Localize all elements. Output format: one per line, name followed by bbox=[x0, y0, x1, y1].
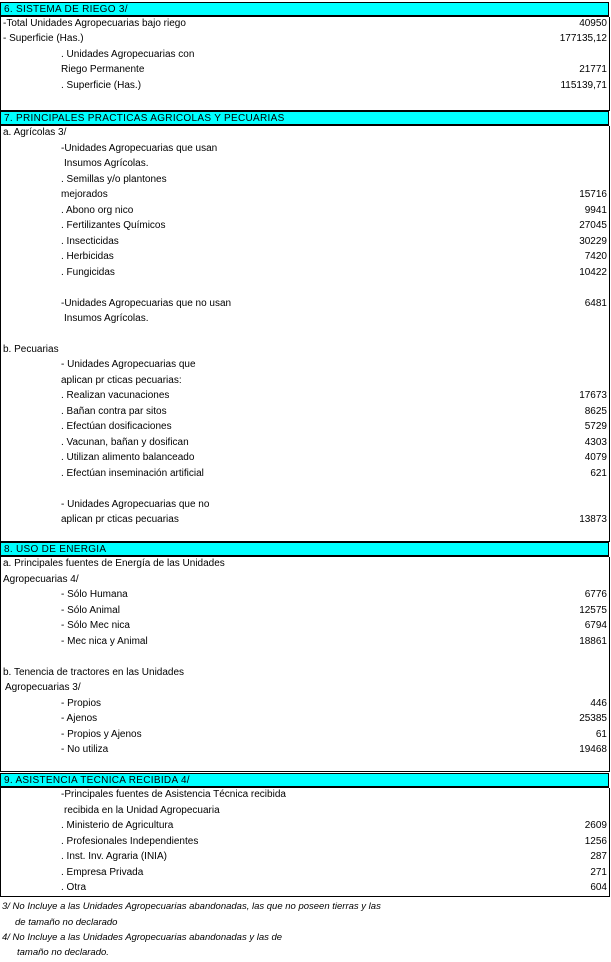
table-row bbox=[1, 79, 609, 94]
table-row bbox=[1, 297, 609, 312]
table-row bbox=[1, 666, 609, 681]
row-value: 19468 bbox=[579, 744, 607, 755]
row-value: 271 bbox=[590, 867, 607, 878]
row-label: -Unidades Agropecuarias que no usan bbox=[61, 298, 232, 309]
table-row bbox=[1, 804, 609, 819]
section-8-title: 8. USO DE ENERGIA bbox=[4, 544, 107, 555]
row-value: 6794 bbox=[584, 620, 607, 631]
row-value: 287 bbox=[590, 851, 607, 862]
row-value: 25385 bbox=[579, 713, 607, 724]
row-label: . Efectúan inseminación artificial bbox=[61, 468, 204, 479]
row-label: - Mec nica y Animal bbox=[61, 636, 148, 647]
table-row bbox=[1, 728, 609, 743]
row-label: . Empresa Privada bbox=[61, 867, 144, 878]
table-row bbox=[1, 835, 609, 850]
row-value: 30229 bbox=[579, 236, 607, 247]
table-row bbox=[1, 697, 609, 712]
row-label: - Unidades Agropecuarias que no bbox=[61, 499, 210, 510]
row-label: -Principales fuentes de Asistencia Técnica recibida bbox=[61, 789, 286, 800]
row-label: b. Pecuarias bbox=[3, 344, 59, 355]
row-label: . Vacunan, bañan y dosifican bbox=[61, 437, 189, 448]
row-value: 4303 bbox=[584, 437, 607, 448]
row-label: -Total Unidades Agropecuarias bajo riego bbox=[3, 18, 186, 29]
row-label: - Propios y Ajenos bbox=[61, 729, 142, 740]
table-row bbox=[1, 126, 609, 141]
table-row bbox=[1, 32, 609, 47]
table-row bbox=[1, 250, 609, 265]
table-row bbox=[1, 204, 609, 219]
table-row bbox=[1, 374, 609, 389]
table-row bbox=[1, 467, 609, 482]
row-label: . Abono org nico bbox=[61, 205, 134, 216]
table-row bbox=[1, 866, 609, 881]
section-9-title: 9. ASISTENCIA TECNICA RECIBIDA 4/ bbox=[4, 775, 190, 786]
table-row bbox=[1, 63, 609, 78]
row-label: . Bañan contra par sitos bbox=[61, 406, 167, 417]
row-label: . Fertilizantes Químicos bbox=[61, 220, 166, 231]
row-label: aplican pr cticas pecuarias: bbox=[61, 375, 182, 386]
row-label: . Realizan vacunaciones bbox=[61, 390, 170, 401]
section-8-header bbox=[0, 542, 609, 557]
table-row bbox=[1, 635, 609, 650]
row-label: . Herbicidas bbox=[61, 251, 114, 262]
row-value: 621 bbox=[590, 468, 607, 479]
row-value: 2609 bbox=[584, 820, 607, 831]
footnote-4-line-1: 4/ No Incluye a las Unidades Agropecuarias abandonadas y las de bbox=[2, 932, 283, 943]
row-label: - Sólo Humana bbox=[61, 589, 128, 600]
row-value: 5729 bbox=[584, 421, 607, 432]
table-row bbox=[1, 588, 609, 603]
row-value: 604 bbox=[590, 882, 607, 893]
row-label: - Sólo Animal bbox=[61, 605, 120, 616]
table-row bbox=[1, 573, 609, 588]
row-label: b. Tenencia de tractores en las Unidades bbox=[3, 667, 185, 678]
row-label: - Unidades Agropecuarias que bbox=[61, 359, 196, 370]
row-label: Agropecuarias 3/ bbox=[5, 682, 81, 693]
table-row bbox=[1, 436, 609, 451]
table-row bbox=[1, 850, 609, 865]
table-row bbox=[1, 788, 609, 803]
row-label: - Ajenos bbox=[61, 713, 98, 724]
row-label: a. Agrícolas 3/ bbox=[3, 127, 67, 138]
table-row bbox=[1, 498, 609, 513]
row-label: . Insecticidas bbox=[61, 236, 119, 247]
row-value: 9941 bbox=[584, 205, 607, 216]
row-label: - No utiliza bbox=[61, 744, 109, 755]
footnote-3-line-1: 3/ No Incluye a las Unidades Agropecuarias abandonadas, las que no poseen tierras y las bbox=[2, 901, 381, 912]
row-label: . Efectúan dosificaciones bbox=[61, 421, 172, 432]
table-row bbox=[1, 681, 609, 696]
table-row bbox=[1, 819, 609, 834]
table-row bbox=[1, 219, 609, 234]
row-label: . Utilizan alimento balanceado bbox=[61, 452, 195, 463]
row-label: Insumos Agrícolas. bbox=[64, 158, 149, 169]
row-label: mejorados bbox=[61, 189, 108, 200]
row-label: a. Principales fuentes de Energía de las Unidades bbox=[3, 558, 225, 569]
row-value: 40950 bbox=[579, 18, 607, 29]
row-label: - Superficie (Has.) bbox=[3, 33, 84, 44]
row-label: . Fungicidas bbox=[61, 267, 115, 278]
table-row bbox=[1, 235, 609, 250]
row-value: 21771 bbox=[579, 64, 607, 75]
table-row bbox=[1, 173, 609, 188]
section-7-body bbox=[0, 126, 610, 542]
row-label: - Propios bbox=[61, 698, 102, 709]
row-label: - Sólo Mec nica bbox=[61, 620, 130, 631]
row-label: . Superficie (Has.) bbox=[61, 80, 142, 91]
table-row bbox=[1, 604, 609, 619]
table-row bbox=[1, 743, 609, 758]
row-value: 8625 bbox=[584, 406, 607, 417]
row-value: 6776 bbox=[584, 589, 607, 600]
table-row bbox=[1, 266, 609, 281]
table-row bbox=[1, 619, 609, 634]
row-label: Riego Permanente bbox=[61, 64, 145, 75]
table-row bbox=[1, 48, 609, 63]
row-label: -Unidades Agropecuarias que usan bbox=[61, 143, 218, 154]
row-value: 7420 bbox=[584, 251, 607, 262]
row-label: Insumos Agrícolas. bbox=[64, 313, 149, 324]
row-label: recibida en la Unidad Agropecuaria bbox=[64, 805, 220, 816]
section-9-body bbox=[0, 788, 610, 897]
section-8-body bbox=[0, 557, 610, 772]
row-value: 13873 bbox=[579, 514, 607, 525]
footnote-4-line-2: tamaño no declarado. bbox=[17, 947, 109, 958]
table-row bbox=[1, 312, 609, 327]
section-6-title: 6. SISTEMA DE RIEGO 3/ bbox=[4, 4, 128, 15]
section-9-header bbox=[0, 773, 609, 788]
row-value: 115139,71 bbox=[560, 80, 607, 91]
row-value: 15716 bbox=[579, 189, 607, 200]
row-value: 10422 bbox=[579, 267, 607, 278]
table-row bbox=[1, 389, 609, 404]
row-label: . Unidades Agropecuarias con bbox=[61, 49, 195, 60]
table-row bbox=[1, 157, 609, 172]
table-row bbox=[1, 712, 609, 727]
section-6-body bbox=[0, 17, 610, 111]
row-value: 177135,12 bbox=[559, 33, 607, 44]
row-label: . Semillas y/o plantones bbox=[61, 174, 167, 185]
table-row bbox=[1, 405, 609, 420]
row-label: . Inst. Inv. Agraria (INIA) bbox=[61, 851, 167, 862]
table-row bbox=[1, 142, 609, 157]
table-row bbox=[1, 451, 609, 466]
table-row bbox=[1, 420, 609, 435]
row-value: 446 bbox=[590, 698, 607, 709]
row-value: 17673 bbox=[579, 390, 607, 401]
row-value: 27045 bbox=[579, 220, 607, 231]
row-value: 18861 bbox=[579, 636, 607, 647]
section-7-title: 7. PRINCIPALES PRACTICAS AGRICOLAS Y PECUARIAS bbox=[4, 113, 285, 124]
row-label: . Otra bbox=[61, 882, 87, 893]
row-value: 4079 bbox=[584, 452, 607, 463]
row-label: aplican pr cticas pecuarias bbox=[61, 514, 179, 525]
row-value: 61 bbox=[595, 729, 607, 740]
row-label: . Profesionales Independientes bbox=[61, 836, 199, 847]
table-row bbox=[1, 881, 609, 896]
table-row bbox=[1, 358, 609, 373]
row-value: 6481 bbox=[584, 298, 607, 309]
row-label: Agropecuarias 4/ bbox=[3, 574, 79, 585]
table-row bbox=[1, 188, 609, 203]
row-value: 1256 bbox=[584, 836, 607, 847]
table-row bbox=[1, 17, 609, 32]
section-7-header bbox=[0, 111, 609, 126]
section-6-header bbox=[0, 2, 609, 17]
table-row bbox=[1, 557, 609, 572]
table-row bbox=[1, 513, 609, 528]
row-label: . Ministerio de Agricultura bbox=[61, 820, 174, 831]
table-row bbox=[1, 343, 609, 358]
row-value: 12575 bbox=[579, 605, 607, 616]
footnote-3-line-2: de tamaño no declarado bbox=[15, 917, 118, 928]
